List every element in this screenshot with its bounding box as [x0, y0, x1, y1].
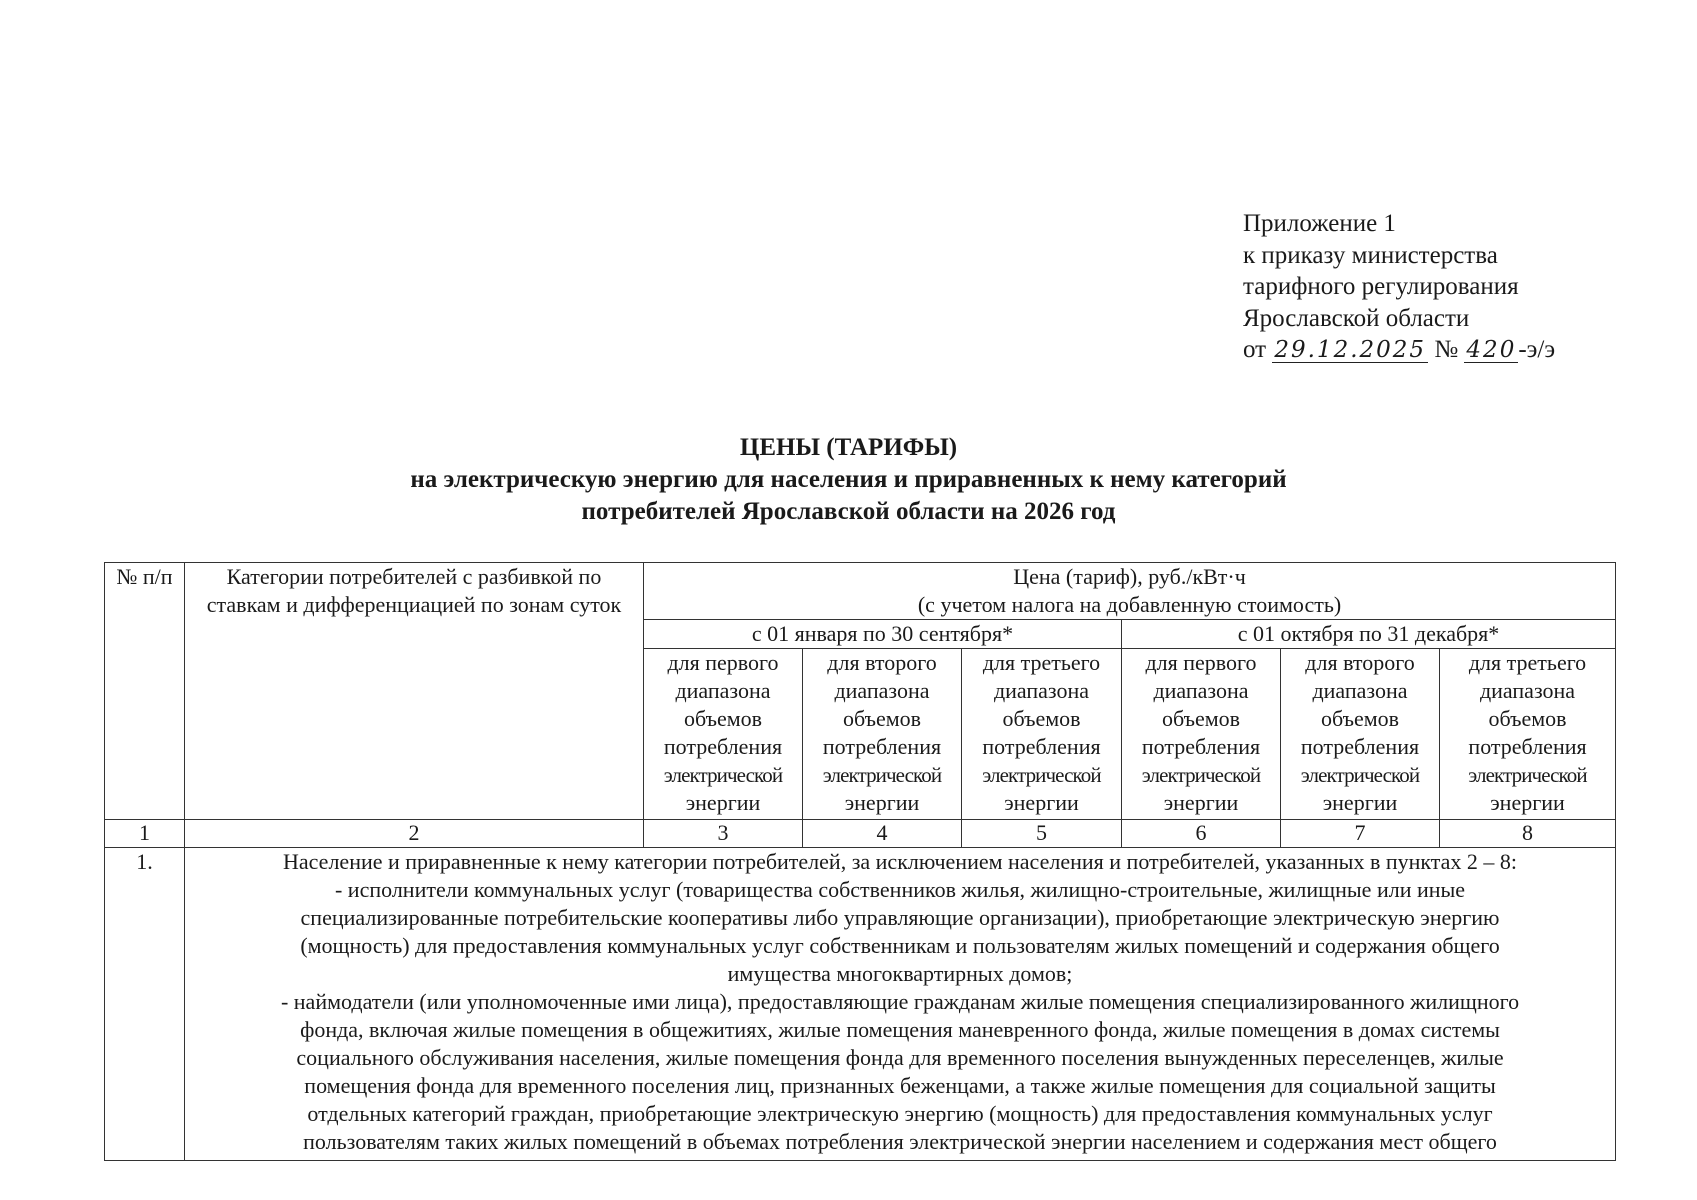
- column-number-8: 8: [1440, 820, 1616, 848]
- appendix-line-4: Ярославской области: [1243, 304, 1470, 332]
- order-number: 420: [1466, 337, 1517, 363]
- range-word: объемов: [1002, 706, 1081, 731]
- range-word: электрической: [1141, 763, 1261, 787]
- text-line: отдельных категорий граждан, приобретающие электрическую энергию (мощность) для предоставления коммунальных услуг: [307, 1101, 1493, 1126]
- range-ordinal: для первого: [1145, 650, 1257, 675]
- title-line-2: на электрическую энергию для населения и приравненных к нему категорий: [410, 466, 1287, 493]
- text-line: Население и приравненные к нему категории потребителей, за исключением населения и потребителей, указанных в пунктах 2 – 8:: [283, 849, 1518, 874]
- range-word: энергии: [1163, 790, 1239, 815]
- header-range-2: [803, 649, 962, 820]
- text-line: специализированные потребительские кооперативы либо управляющие организации), приобретающие электрическую энергию: [300, 905, 1500, 930]
- row-category-text: [185, 848, 1616, 1161]
- appendix-order-line: [1243, 334, 1555, 366]
- header-range-4: [1122, 649, 1281, 820]
- range-word: энергии: [685, 790, 761, 815]
- text-line: (мощность) для предоставления коммунальных услуг собственникам и пользователям жилых помещений и содержания общего: [300, 933, 1500, 958]
- range-word: электрической: [1468, 763, 1587, 787]
- text-line: фонда, включая жилые помещения в общежитиях, жилые помещения маневренного фонда, жилые помещения в домах системы: [300, 1017, 1500, 1042]
- range-word: электрической: [982, 763, 1101, 787]
- header-category: [185, 563, 644, 820]
- range-word: энергии: [844, 790, 920, 815]
- range-ordinal: для третьего: [1468, 650, 1587, 675]
- range-word: потребления: [1300, 734, 1420, 759]
- header-category-label: Категории потребителей с разбивкой по ставкам и дифференциацией по зонам суток: [206, 564, 622, 617]
- column-number-3: 3: [644, 820, 803, 848]
- text-line: - исполнители коммунальных услуг (товарищества собственников жилья, жилищно-строительные, жилищные или иные: [334, 877, 1466, 902]
- order-suffix: -э/э: [1518, 336, 1556, 363]
- range-word: объемов: [1488, 706, 1567, 731]
- header-range-1: [644, 649, 803, 820]
- range-word: потребления: [663, 734, 783, 759]
- range-word: объемов: [842, 706, 922, 731]
- range-word: электрической: [1300, 763, 1420, 787]
- range-word: потребления: [1141, 734, 1261, 759]
- range-ordinal: для третьего: [982, 650, 1101, 675]
- row-number: 1.: [105, 848, 185, 1161]
- range-word: энергии: [1004, 790, 1079, 815]
- header-period-2: с 01 октября по 31 декабря*: [1122, 620, 1616, 649]
- text-line: - наймодатели (или уполномоченные ими лица), предоставляющие гражданам жилые помещения специализированного жилищного: [280, 989, 1520, 1014]
- column-number-1: 1: [105, 820, 185, 848]
- header-no-label: № п/п: [116, 564, 173, 589]
- range-word: диапазона: [834, 678, 930, 703]
- range-word: объемов: [1161, 706, 1241, 731]
- header-range-3: [962, 649, 1122, 820]
- range-word: потребления: [1468, 734, 1587, 759]
- title-line-3: потребителей Ярославской области на 2026 год: [581, 498, 1116, 525]
- header-no: [105, 563, 185, 820]
- table-row: [105, 848, 1616, 1161]
- range-word: диапазона: [1479, 678, 1576, 703]
- tariff-table: [104, 562, 1616, 1161]
- range-word: энергии: [1322, 790, 1398, 815]
- appendix-block: [1243, 208, 1555, 366]
- text-line: социального обслуживания населения, жилые помещения фонда для временного поселения вынужденных переселенцев, жилые: [296, 1045, 1504, 1070]
- price-header-line-2: (с учетом налога на добавленную стоимость): [917, 592, 1342, 617]
- range-word: диапазона: [675, 678, 771, 703]
- column-number-2: 2: [185, 820, 644, 848]
- header-range-5: [1281, 649, 1440, 820]
- text-line: помещения фонда для временного поселения лиц, признанных беженцами, а также жилые помещения для социальной защиты: [304, 1073, 1496, 1098]
- from-label: от: [1243, 336, 1267, 363]
- price-header-line-1: Цена (тариф), руб./кВт·ч: [1013, 564, 1246, 589]
- column-number-6: 6: [1122, 820, 1281, 848]
- header-price: [644, 563, 1616, 620]
- range-word: диапазона: [993, 678, 1090, 703]
- range-word: объемов: [1320, 706, 1400, 731]
- range-word: объемов: [683, 706, 763, 731]
- range-word: диапазона: [1312, 678, 1408, 703]
- range-word: электрической: [663, 763, 783, 787]
- order-date: 29.12.2025: [1274, 337, 1427, 363]
- range-ordinal: для второго: [827, 650, 937, 675]
- header-range-6: [1440, 649, 1616, 820]
- column-number-5: 5: [962, 820, 1122, 848]
- range-word: потребления: [982, 734, 1101, 759]
- title-line-1: ЦЕНЫ (ТАРИФЫ): [739, 434, 958, 461]
- range-word: диапазона: [1153, 678, 1249, 703]
- document-title: [0, 432, 1697, 528]
- column-number-7: 7: [1281, 820, 1440, 848]
- appendix-line-1: Приложение 1: [1243, 210, 1396, 237]
- range-ordinal: для первого: [667, 650, 779, 675]
- range-word: электрической: [822, 763, 942, 787]
- appendix-line-3: тарифного регулирования: [1243, 273, 1519, 300]
- text-line: пользователям таких жилых помещений в объемах потребления электрической энергии населением и содержания мест общего: [303, 1129, 1497, 1154]
- range-ordinal: для второго: [1305, 650, 1415, 675]
- appendix-line-2: к приказу министерства: [1243, 241, 1498, 269]
- text-line: имущества многоквартирных домов;: [727, 961, 1073, 986]
- column-number-4: 4: [803, 820, 962, 848]
- range-word: потребления: [822, 734, 942, 759]
- number-label: №: [1434, 336, 1459, 363]
- range-word: энергии: [1490, 790, 1565, 815]
- header-period-1: с 01 января по 30 сентября*: [644, 620, 1122, 649]
